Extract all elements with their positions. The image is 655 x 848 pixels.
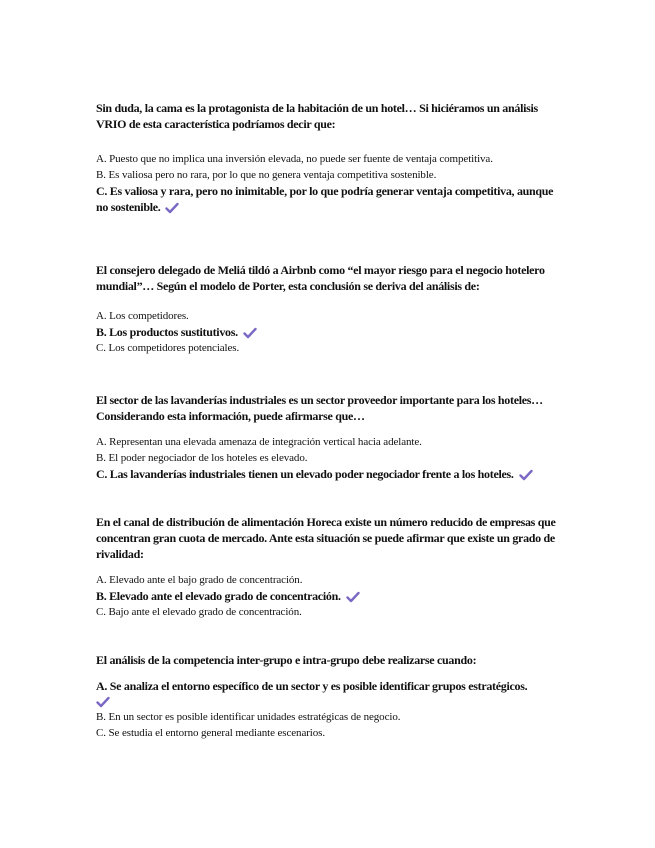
option-c-correct: C. Las lavanderías industriales tienen un elevado poder negociador frente a los hoteles. — [96, 466, 566, 482]
options-list — [96, 308, 566, 356]
option-b: B. El poder negociador de los hoteles es elevado. — [96, 452, 308, 464]
check-icon — [346, 591, 360, 603]
question-text: El sector de las lavanderías industriales es un sector proveedor importante para los hoteles… Considerando esta información, puede afirmarse que… — [96, 393, 543, 423]
check-icon — [243, 327, 257, 339]
option-c: C. Se estudia el entorno general mediante escenarios. — [96, 727, 325, 739]
option-a: A. Los competidores. — [96, 310, 189, 322]
option-a-correct: A. Se analiza el entorno específico de un sector y es posible identificar grupos estratégicos. — [96, 679, 528, 693]
check-icon — [519, 469, 533, 481]
question-2 — [96, 262, 566, 356]
check-icon — [165, 202, 179, 214]
options-list — [96, 151, 566, 215]
question-text: En el canal de distribución de alimentación Horeca existe un número reducido de empresas que concentran gran cuota de mercado. Ante esta situación se puede afirmar que existe un grado de rivalidad: — [96, 515, 556, 561]
options-list — [96, 434, 566, 482]
option-c: C. Los competidores potenciales. — [96, 342, 240, 354]
check-icon — [96, 695, 110, 707]
question-text: El análisis de la competencia inter-grupo e intra-grupo debe realizarse cuando: — [96, 653, 477, 667]
option-a: A. Elevado ante el bajo grado de concentración. — [96, 574, 303, 586]
question-3 — [96, 392, 566, 482]
question-text: Sin duda, la cama es la protagonista de la habitación de un hotel… Si hiciéramos un análisis VRIO de esta característica podríamos decir que: — [96, 101, 538, 131]
option-b-correct: B. Elevado ante el elevado grado de concentración. — [96, 588, 566, 604]
option-c-correct: C. Es valiosa y rara, pero no inimitable, por lo que podría generar ventaja competitiva, aunque no sostenible. — [96, 184, 554, 214]
option-a: A. Puesto que no implica una inversión elevada, no puede ser fuente de ventaja competitiva. — [96, 153, 493, 165]
option-c: C. Bajo ante el elevado grado de concentración. — [96, 606, 302, 618]
question-text: El consejero delegado de Meliá tildó a Airbnb como “el mayor riesgo para el negocio hotelero mundial”… Según el modelo de Porter, esta conclusión se deriva del análisis de: — [96, 263, 545, 293]
option-b-correct: B. Los productos sustitutivos. — [96, 324, 566, 340]
question-4 — [96, 514, 566, 620]
question-5 — [96, 652, 566, 741]
question-1 — [96, 100, 566, 215]
option-b: B. Es valiosa pero no rara, por lo que no genera ventaja competitiva sostenible. — [96, 169, 437, 181]
option-b: B. En un sector es posible identificar unidades estratégicas de negocio. — [96, 711, 401, 723]
option-a: A. Representan una elevada amenaza de integración vertical hacia adelante. — [96, 436, 422, 448]
options-list — [96, 678, 566, 741]
options-list — [96, 572, 566, 620]
